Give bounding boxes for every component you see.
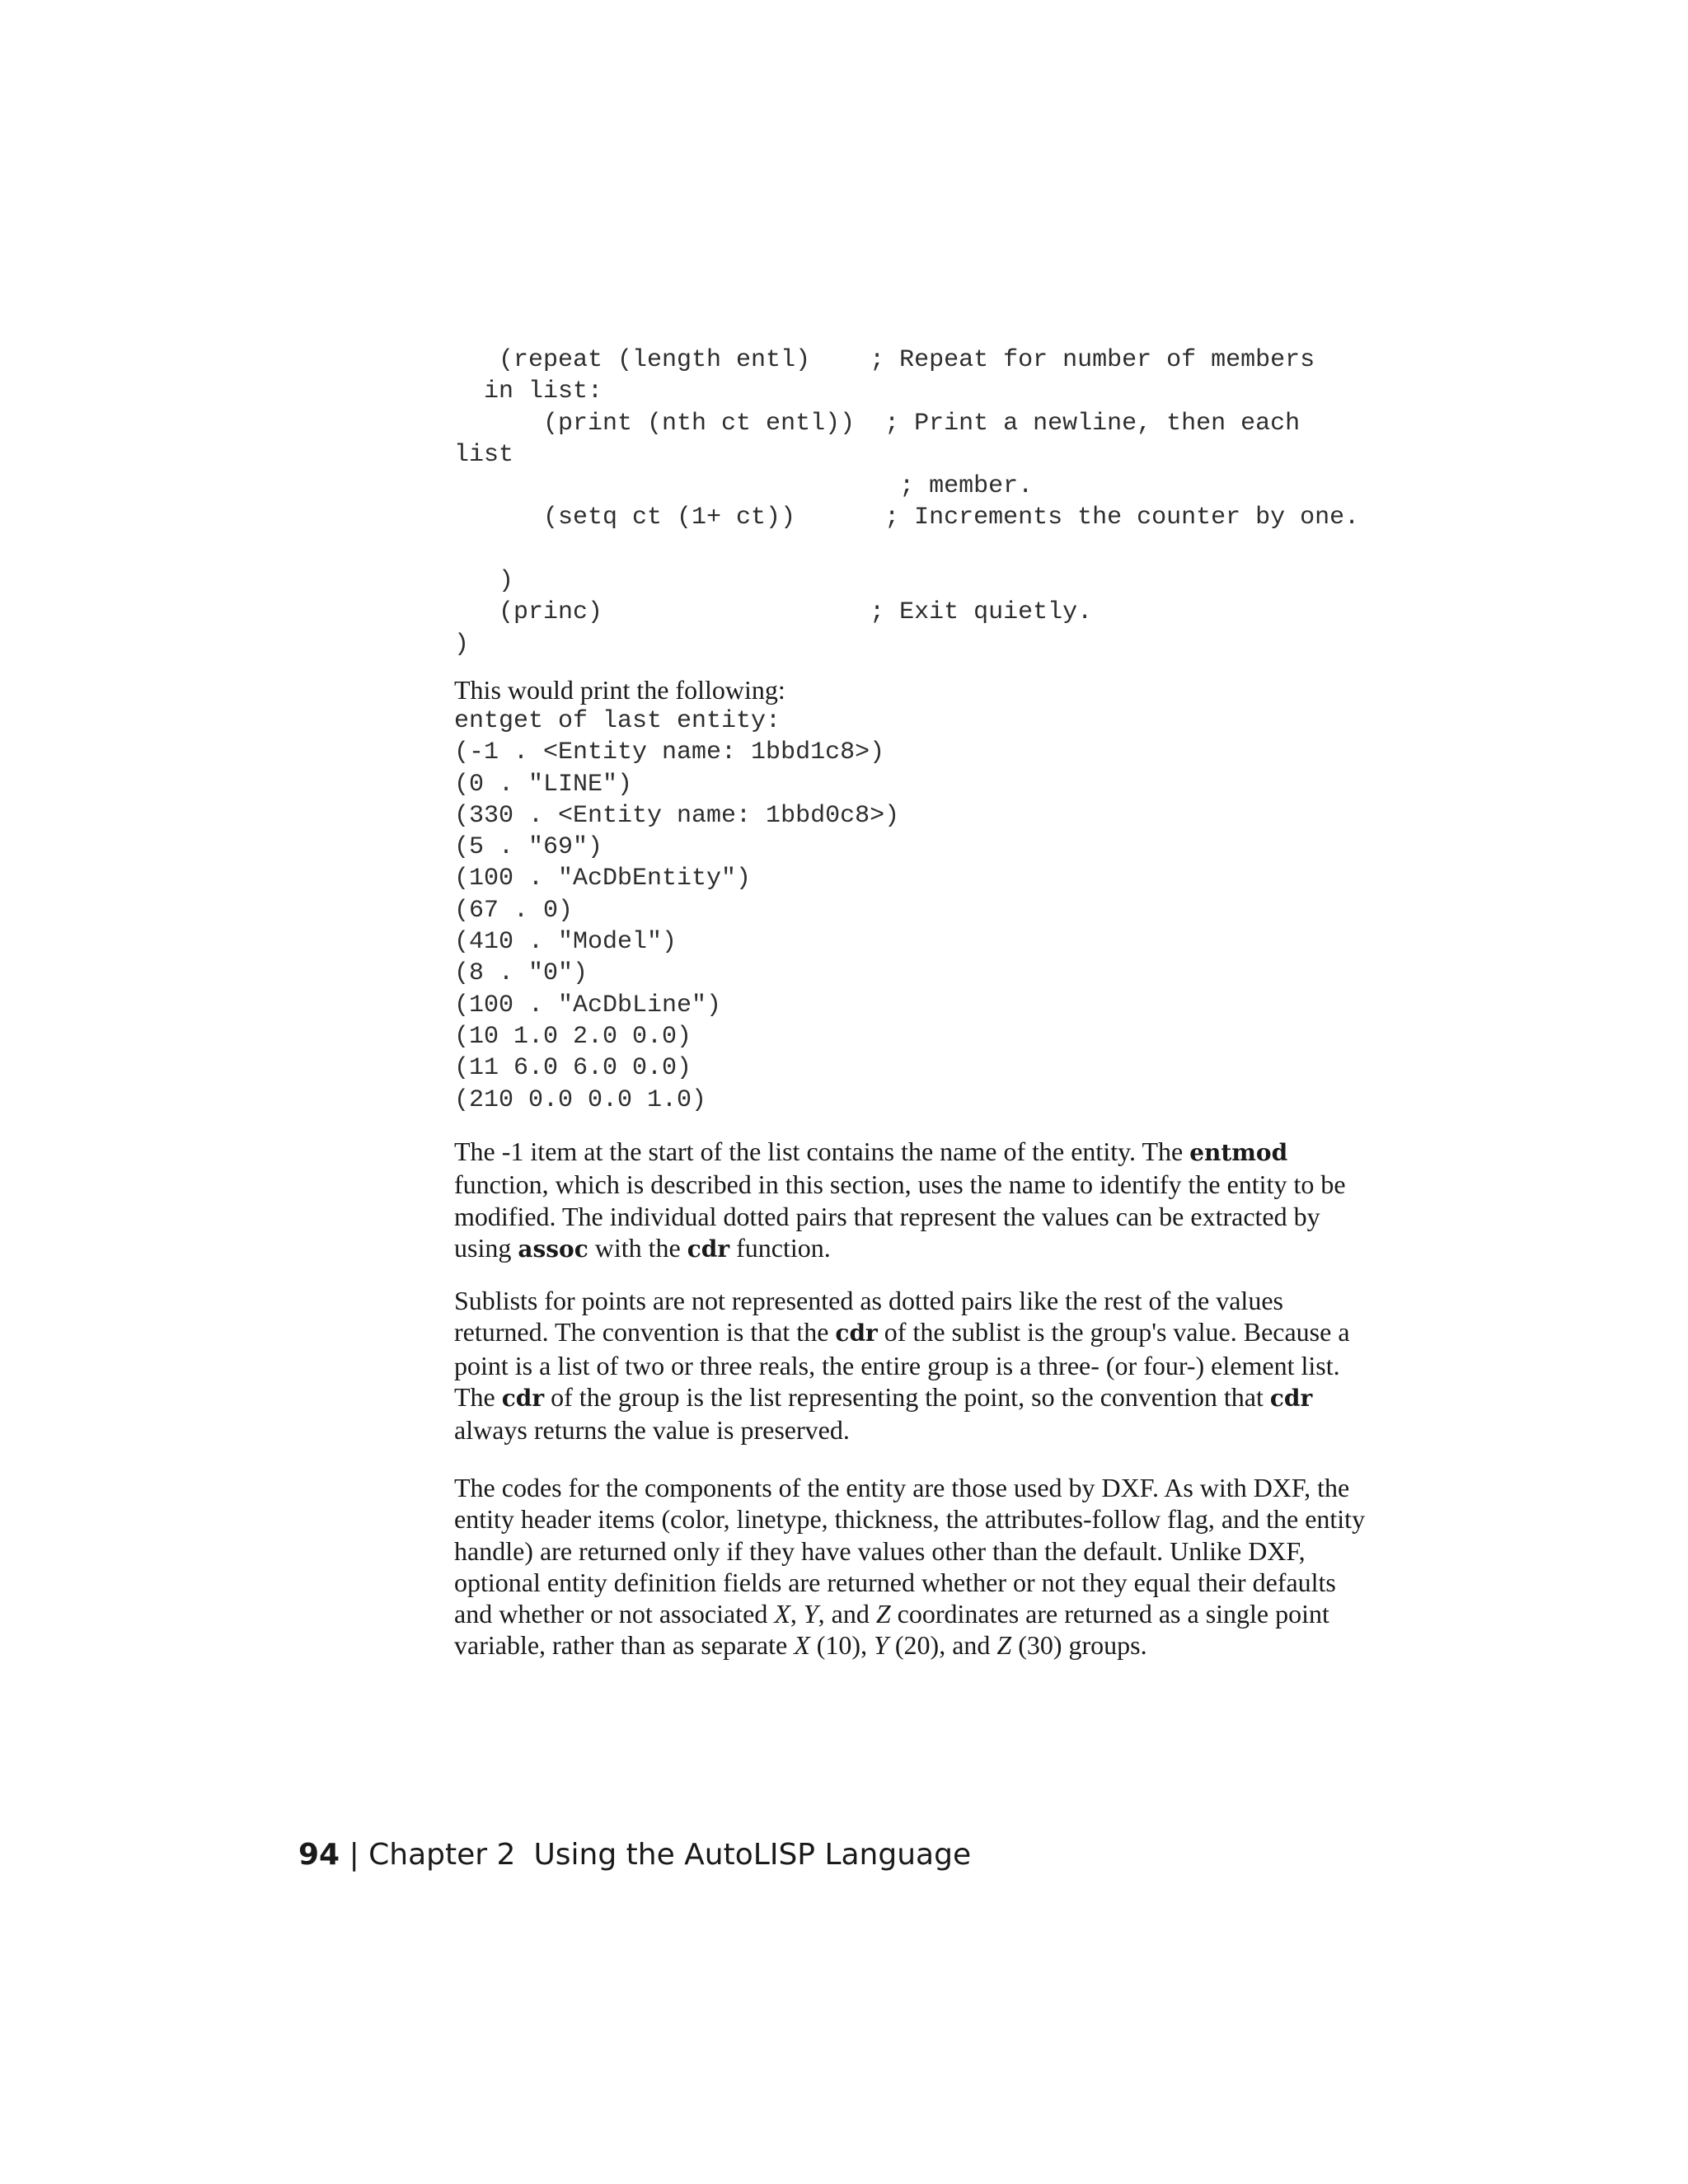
page-number: 94 xyxy=(298,1838,340,1872)
paragraph-entity-name: The -1 item at the start of the list contains the name of the entity. The entmod function, which is described in this section, uses the name to identify the entity to be modified. The individual dotted pairs that represent the values can be extracted by using assoc with the cdr function. xyxy=(454,1137,1346,1263)
code-line: (setq ct (1+ ct)) ; Increments the counter by one. xyxy=(454,504,1360,532)
output-line: (-1 . <Entity name: 1bbd1c8>) xyxy=(454,738,885,767)
output-line: entget of last entity: xyxy=(454,707,781,735)
output-line: (100 . "AcDbLine") xyxy=(454,991,722,1019)
output-line: (11 6.0 6.0 0.0) xyxy=(454,1054,692,1083)
paragraph-dxf-codes: The codes for the components of the entity are those used by DXF. As with DXF, the entity header items (color, linetype, thickness, the attributes-follow flag, and the entity handle) are returned only if they have values other than the default. Unlike DXF, optional entity definition fields are returned whether or not they equal their defaults and whether or not associated X, Y, and Z coordinates are returned as a single point variable, rather than as separate X (10), Y (20), and Z (30) groups. xyxy=(454,1473,1366,1661)
axis-variable: Y xyxy=(803,1599,818,1629)
axis-variable: Y xyxy=(874,1630,889,1661)
axis-variable: X xyxy=(774,1599,790,1629)
output-line: (100 . "AcDbEntity") xyxy=(454,865,752,893)
code-line: (print (nth ct entl)) ; Print a newline, then each xyxy=(454,409,1301,438)
code-line: list xyxy=(454,440,514,469)
paragraph-point-sublists: Sublists for points are not represented as dotted pairs like the rest of the values returned. The convention is that the cdr of the sublist is the group's value. Because a point is a list of two or three reals, the entire group is a three- (or four-) element list. The cdr of the group is the list representing the point, so the convention that cdr always returns the value is preserved. xyxy=(454,1286,1350,1446)
code-term: assoc xyxy=(518,1235,588,1263)
axis-variable: Z xyxy=(875,1599,891,1629)
code-line: (repeat (length entl) ; Repeat for number of members xyxy=(454,346,1315,374)
code-term: cdr xyxy=(687,1235,730,1263)
code-term: cdr xyxy=(501,1384,545,1412)
output-line: (330 . <Entity name: 1bbd0c8>) xyxy=(454,801,900,830)
code-line: ; member. xyxy=(454,472,1034,501)
output-line: (210 0.0 0.0 1.0) xyxy=(454,1085,707,1114)
output-line: (67 . 0) xyxy=(454,896,574,925)
axis-variable: X xyxy=(794,1630,810,1661)
output-line: (5 . "69") xyxy=(454,833,603,862)
axis-variable: Z xyxy=(996,1630,1012,1661)
chapter-title: Using the AutoLISP Language xyxy=(533,1838,972,1872)
code-term: entmod xyxy=(1189,1139,1288,1166)
output-listing xyxy=(454,705,1377,1116)
code-line: ) xyxy=(454,630,470,658)
code-line: ) xyxy=(454,567,514,596)
page-footer xyxy=(298,1838,971,1872)
code-line: in list: xyxy=(454,377,603,406)
output-line: (10 1.0 2.0 0.0) xyxy=(454,1022,692,1051)
code-term: cdr xyxy=(1269,1384,1313,1412)
code-listing xyxy=(454,344,1377,660)
chapter-label: Chapter 2 xyxy=(368,1838,516,1872)
output-line: (8 . "0") xyxy=(454,959,588,988)
output-line: (410 . "Model") xyxy=(454,928,678,957)
intro-sentence: This would print the following: xyxy=(454,675,785,705)
code-term: cdr xyxy=(835,1319,878,1347)
code-line: (princ) ; Exit quietly. xyxy=(454,598,1093,627)
footer-separator: | xyxy=(349,1838,359,1872)
output-line: (0 . "LINE") xyxy=(454,770,633,799)
